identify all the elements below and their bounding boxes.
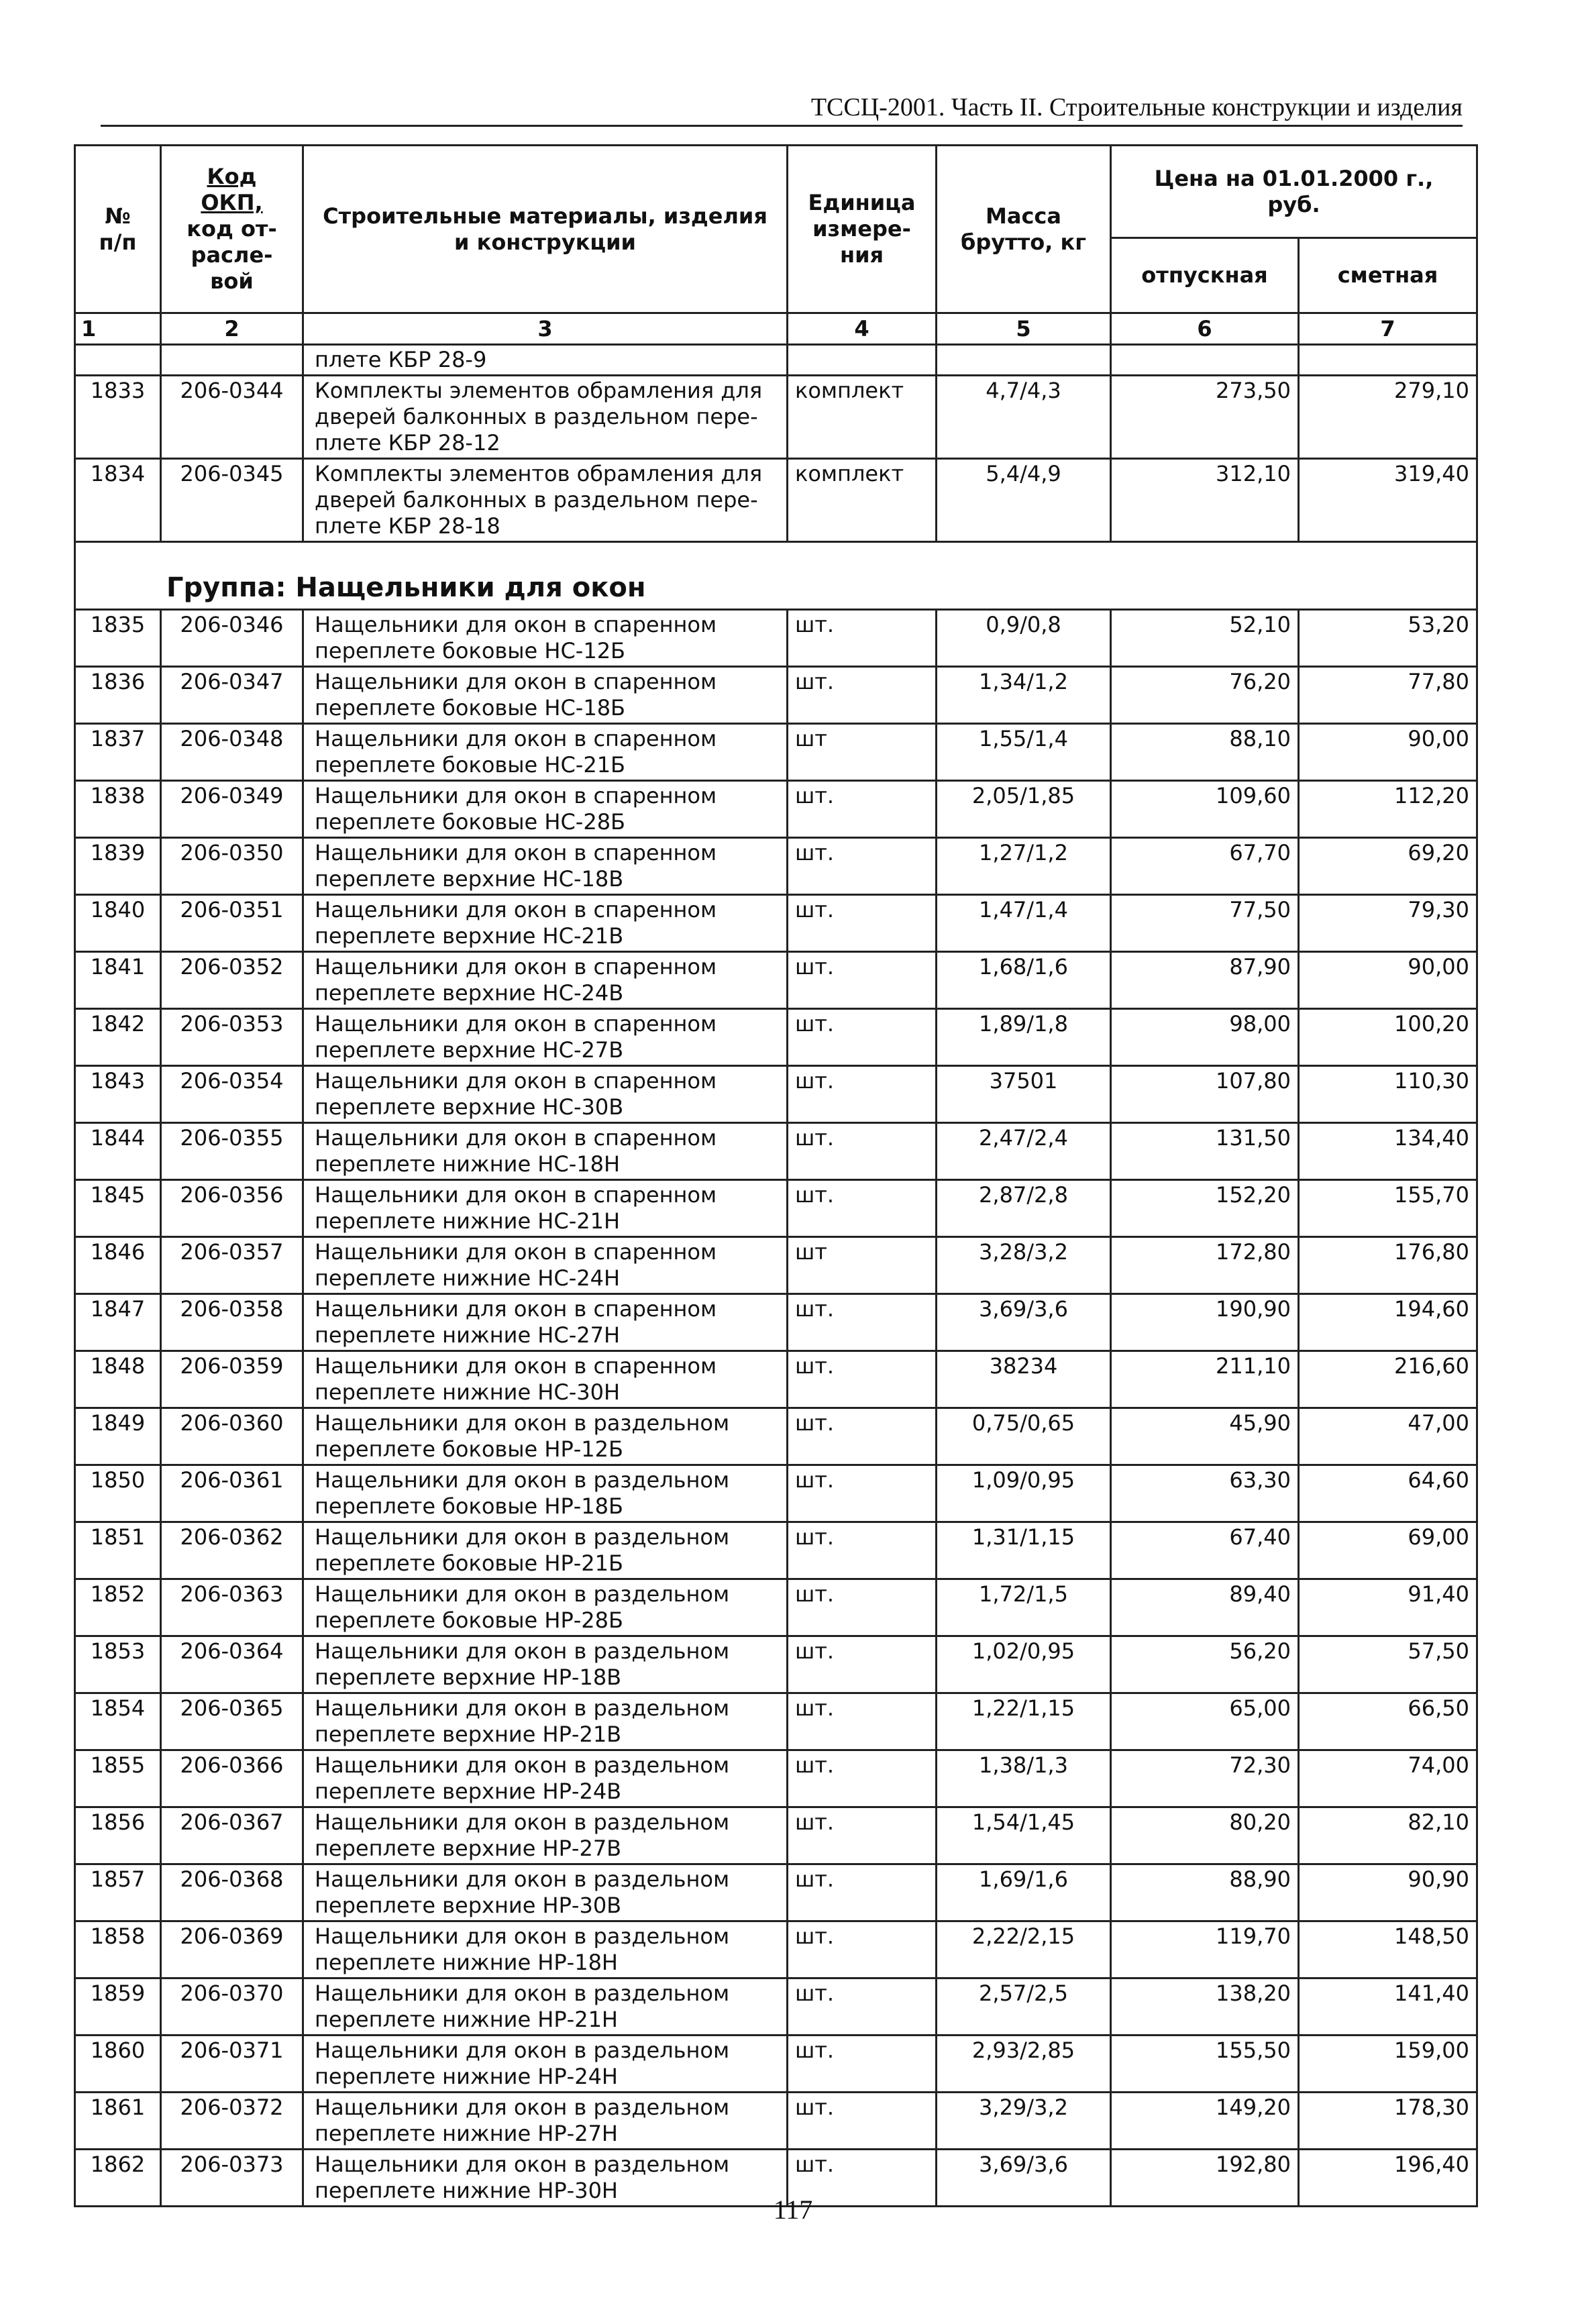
row-release-price-cell: 152,20 <box>1111 1180 1299 1237</box>
row-num-cell: 1848 <box>75 1351 161 1408</box>
row-estimate-price-cell: 110,30 <box>1299 1066 1477 1123</box>
row-mass-cell: 5,4/4,9 <box>937 459 1111 542</box>
row-release-price-cell: 77,50 <box>1111 895 1299 952</box>
row-unit-cell: шт. <box>788 1465 937 1522</box>
row-name-cell: Комплекты элементов обрамления для дверей балконных в раздельном пере- плете КБР 28-18 <box>303 459 788 542</box>
row-estimate-price-cell: 90,90 <box>1299 1864 1477 1921</box>
row-mass-cell: 1,72/1,5 <box>937 1579 1111 1636</box>
row-unit-cell: шт. <box>788 1693 937 1750</box>
table-row <box>75 952 1477 1009</box>
row-code-cell: 206-0372 <box>161 2093 303 2150</box>
page-header: ТССЦ-2001. Часть II. Строительные конструкции и изделия <box>101 93 1463 127</box>
table-row <box>75 1465 1477 1522</box>
row-unit-cell: шт. <box>788 1864 937 1921</box>
row-code-cell: 206-0347 <box>161 667 303 724</box>
row-release-price-cell: 211,10 <box>1111 1351 1299 1408</box>
row-mass-cell: 2,22/2,15 <box>937 1921 1111 1978</box>
header-code: Код ОКП, код от- расле- вой <box>161 146 303 313</box>
row-num-cell: 1840 <box>75 895 161 952</box>
row-code-cell: 206-0348 <box>161 724 303 781</box>
row-name-cell: Нащельники для окон в спаренном переплете верхние НС-21В <box>303 895 788 952</box>
row-mass-cell: 1,89/1,8 <box>937 1009 1111 1066</box>
row-code-cell <box>161 345 303 376</box>
row-mass-cell: 2,87/2,8 <box>937 1180 1111 1237</box>
row-mass-cell: 37501 <box>937 1066 1111 1123</box>
row-estimate-price-cell: 196,40 <box>1299 2150 1477 2207</box>
row-num-cell: 1846 <box>75 1237 161 1294</box>
row-num-cell: 1841 <box>75 952 161 1009</box>
table-row <box>75 376 1477 459</box>
row-release-price-cell: 88,90 <box>1111 1864 1299 1921</box>
row-name-cell: Нащельники для окон в спаренном переплете нижние НС-21Н <box>303 1180 788 1237</box>
row-name-cell: Нащельники для окон в спаренном переплете нижние НС-27Н <box>303 1294 788 1351</box>
row-release-price-cell: 138,20 <box>1111 1978 1299 2036</box>
row-code-cell: 206-0350 <box>161 838 303 895</box>
row-release-price-cell: 192,80 <box>1111 2150 1299 2207</box>
row-unit-cell: шт. <box>788 838 937 895</box>
row-estimate-price-cell: 100,20 <box>1299 1009 1477 1066</box>
row-unit-cell: шт. <box>788 2093 937 2150</box>
row-release-price-cell: 190,90 <box>1111 1294 1299 1351</box>
header-name: Строительные материалы, изделия и конструкции <box>303 146 788 313</box>
row-unit-cell: шт <box>788 724 937 781</box>
row-code-cell: 206-0370 <box>161 1978 303 2036</box>
row-code-cell: 206-0357 <box>161 1237 303 1294</box>
row-num-cell: 1860 <box>75 2036 161 2093</box>
price-table <box>74 144 1478 2207</box>
row-release-price-cell: 149,20 <box>1111 2093 1299 2150</box>
row-mass-cell: 2,47/2,4 <box>937 1123 1111 1180</box>
row-release-price-cell: 67,70 <box>1111 838 1299 895</box>
row-num-cell: 1855 <box>75 1750 161 1807</box>
header-price-release: отпускная <box>1111 238 1299 313</box>
row-mass-cell: 1,27/1,2 <box>937 838 1111 895</box>
row-unit-cell: шт. <box>788 1294 937 1351</box>
row-estimate-price-cell: 319,40 <box>1299 459 1477 542</box>
table-row <box>75 1693 1477 1750</box>
row-name-cell: Нащельники для окон в спаренном переплете боковые НС-21Б <box>303 724 788 781</box>
row-mass-cell: 1,68/1,6 <box>937 952 1111 1009</box>
row-estimate-price-cell: 112,20 <box>1299 781 1477 838</box>
row-unit-cell: шт. <box>788 1180 937 1237</box>
table-row <box>75 1978 1477 2036</box>
row-unit-cell: шт. <box>788 610 937 667</box>
row-name-cell: Нащельники для окон в спаренном переплете нижние НС-30Н <box>303 1351 788 1408</box>
row-name-cell: Нащельники для окон в раздельном переплете верхние НР-30В <box>303 1864 788 1921</box>
table-row <box>75 459 1477 542</box>
row-num-cell: 1861 <box>75 2093 161 2150</box>
row-estimate-price-cell: 194,60 <box>1299 1294 1477 1351</box>
row-estimate-price-cell: 69,20 <box>1299 838 1477 895</box>
row-mass-cell: 3,69/3,6 <box>937 2150 1111 2207</box>
row-mass-cell: 1,34/1,2 <box>937 667 1111 724</box>
row-name-cell: Нащельники для окон в раздельном переплете боковые НР-28Б <box>303 1579 788 1636</box>
row-name-cell: Нащельники для окон в раздельном переплете верхние НР-24В <box>303 1750 788 1807</box>
row-estimate-price-cell: 141,40 <box>1299 1978 1477 2036</box>
row-mass-cell: 4,7/4,3 <box>937 376 1111 459</box>
row-code-cell: 206-0368 <box>161 1864 303 1921</box>
header-num: № п/п <box>75 146 161 313</box>
row-estimate-price-cell: 178,30 <box>1299 2093 1477 2150</box>
row-release-price-cell: 80,20 <box>1111 1807 1299 1864</box>
row-name-cell: Нащельники для окон в раздельном переплете верхние НР-18В <box>303 1636 788 1693</box>
table-row <box>75 2093 1477 2150</box>
group-heading: Группа: Нащельники для окон <box>75 542 1477 610</box>
header-price-group: Цена на 01.01.2000 г., руб. <box>1111 146 1477 238</box>
row-release-price-cell <box>1111 345 1299 376</box>
row-release-price-cell: 52,10 <box>1111 610 1299 667</box>
row-estimate-price-cell: 77,80 <box>1299 667 1477 724</box>
row-unit-cell: шт. <box>788 1807 937 1864</box>
row-name-cell: Нащельники для окон в спаренном переплете верхние НС-30В <box>303 1066 788 1123</box>
column-number: 1 <box>75 313 161 345</box>
row-release-price-cell: 107,80 <box>1111 1066 1299 1123</box>
row-unit-cell: шт. <box>788 2150 937 2207</box>
row-name-cell: Нащельники для окон в раздельном переплете нижние НР-18Н <box>303 1921 788 1978</box>
row-unit-cell: шт. <box>788 781 937 838</box>
row-unit-cell <box>788 345 937 376</box>
row-mass-cell: 38234 <box>937 1351 1111 1408</box>
row-unit-cell: комплект <box>788 376 937 459</box>
row-name-cell: Нащельники для окон в спаренном переплете боковые НС-12Б <box>303 610 788 667</box>
row-num-cell: 1859 <box>75 1978 161 2036</box>
row-unit-cell: шт. <box>788 2036 937 2093</box>
row-code-cell: 206-0373 <box>161 2150 303 2207</box>
row-unit-cell: шт. <box>788 1978 937 2036</box>
header-unit: Единица измере- ния <box>788 146 937 313</box>
row-estimate-price-cell: 53,20 <box>1299 610 1477 667</box>
row-estimate-price-cell: 155,70 <box>1299 1180 1477 1237</box>
row-code-cell: 206-0365 <box>161 1693 303 1750</box>
row-code-cell: 206-0358 <box>161 1294 303 1351</box>
row-num-cell: 1836 <box>75 667 161 724</box>
row-unit-cell: шт. <box>788 1009 937 1066</box>
row-estimate-price-cell <box>1299 345 1477 376</box>
row-mass-cell: 2,05/1,85 <box>937 781 1111 838</box>
row-mass-cell: 2,57/2,5 <box>937 1978 1111 2036</box>
row-name-cell: Комплекты элементов обрамления для дверей балконных в раздельном пере- плете КБР 28-12 <box>303 376 788 459</box>
row-name-cell: Нащельники для окон в раздельном переплете боковые НР-18Б <box>303 1465 788 1522</box>
row-code-cell: 206-0353 <box>161 1009 303 1066</box>
row-estimate-price-cell: 69,00 <box>1299 1522 1477 1579</box>
row-num-cell: 1835 <box>75 610 161 667</box>
column-number-row <box>75 313 1477 345</box>
row-estimate-price-cell: 176,80 <box>1299 1237 1477 1294</box>
row-mass-cell: 1,31/1,15 <box>937 1522 1111 1579</box>
header-price-estimate: сметная <box>1299 238 1477 313</box>
row-name-cell: Нащельники для окон в спаренном переплете верхние НС-18В <box>303 838 788 895</box>
row-estimate-price-cell: 90,00 <box>1299 952 1477 1009</box>
row-code-cell: 206-0367 <box>161 1807 303 1864</box>
row-mass-cell: 1,55/1,4 <box>937 724 1111 781</box>
row-estimate-price-cell: 57,50 <box>1299 1636 1477 1693</box>
row-release-price-cell: 109,60 <box>1111 781 1299 838</box>
row-name-cell: Нащельники для окон в раздельном переплете нижние НР-30Н <box>303 2150 788 2207</box>
row-release-price-cell: 119,70 <box>1111 1921 1299 1978</box>
row-unit-cell: шт. <box>788 895 937 952</box>
row-unit-cell: шт <box>788 1237 937 1294</box>
row-mass-cell <box>937 345 1111 376</box>
row-num-cell: 1834 <box>75 459 161 542</box>
table-row <box>75 1408 1477 1465</box>
row-num-cell: 1838 <box>75 781 161 838</box>
row-unit-cell: шт. <box>788 952 937 1009</box>
row-mass-cell: 3,29/3,2 <box>937 2093 1111 2150</box>
row-code-cell: 206-0351 <box>161 895 303 952</box>
row-release-price-cell: 65,00 <box>1111 1693 1299 1750</box>
row-num-cell: 1839 <box>75 838 161 895</box>
row-code-cell: 206-0364 <box>161 1636 303 1693</box>
row-estimate-price-cell: 148,50 <box>1299 1921 1477 1978</box>
row-unit-cell: комплект <box>788 459 937 542</box>
row-release-price-cell: 89,40 <box>1111 1579 1299 1636</box>
row-num-cell: 1849 <box>75 1408 161 1465</box>
row-release-price-cell: 63,30 <box>1111 1465 1299 1522</box>
table-row <box>75 781 1477 838</box>
row-unit-cell: шт. <box>788 1066 937 1123</box>
row-mass-cell: 1,54/1,45 <box>937 1807 1111 1864</box>
row-code-cell: 206-0366 <box>161 1750 303 1807</box>
row-unit-cell: шт. <box>788 1636 937 1693</box>
column-number: 2 <box>161 313 303 345</box>
row-code-cell: 206-0356 <box>161 1180 303 1237</box>
row-mass-cell: 1,69/1,6 <box>937 1864 1111 1921</box>
row-num-cell: 1853 <box>75 1636 161 1693</box>
row-name-cell: Нащельники для окон в раздельном переплете верхние НР-27В <box>303 1807 788 1864</box>
row-name-cell: Нащельники для окон в раздельном переплете нижние НР-21Н <box>303 1978 788 2036</box>
table-row <box>75 1807 1477 1864</box>
row-code-cell: 206-0345 <box>161 459 303 542</box>
table-row <box>75 1636 1477 1693</box>
row-num-cell: 1847 <box>75 1294 161 1351</box>
row-release-price-cell: 67,40 <box>1111 1522 1299 1579</box>
row-code-cell: 206-0371 <box>161 2036 303 2093</box>
table-row <box>75 838 1477 895</box>
table-row <box>75 1294 1477 1351</box>
row-estimate-price-cell: 47,00 <box>1299 1408 1477 1465</box>
row-name-cell: Нащельники для окон в спаренном переплете нижние НС-18Н <box>303 1123 788 1180</box>
table-row <box>75 1180 1477 1237</box>
table-row <box>75 2036 1477 2093</box>
row-code-cell: 206-0346 <box>161 610 303 667</box>
row-name-cell: Нащельники для окон в спаренном переплете верхние НС-27В <box>303 1009 788 1066</box>
table-row <box>75 724 1477 781</box>
row-name-cell: Нащельники для окон в раздельном переплете боковые НР-12Б <box>303 1408 788 1465</box>
row-code-cell: 206-0362 <box>161 1522 303 1579</box>
row-estimate-price-cell: 82,10 <box>1299 1807 1477 1864</box>
row-unit-cell: шт. <box>788 1750 937 1807</box>
row-estimate-price-cell: 64,60 <box>1299 1465 1477 1522</box>
row-code-cell: 206-0363 <box>161 1579 303 1636</box>
row-num-cell: 1850 <box>75 1465 161 1522</box>
row-mass-cell: 1,47/1,4 <box>937 895 1111 952</box>
row-name-cell: плете КБР 28-9 <box>303 345 788 376</box>
column-number: 7 <box>1299 313 1477 345</box>
table-row <box>75 1864 1477 1921</box>
row-num-cell: 1852 <box>75 1579 161 1636</box>
row-unit-cell: шт. <box>788 1351 937 1408</box>
table-row <box>75 1579 1477 1636</box>
row-release-price-cell: 172,80 <box>1111 1237 1299 1294</box>
column-number: 3 <box>303 313 788 345</box>
row-unit-cell: шт. <box>788 1579 937 1636</box>
row-release-price-cell: 273,50 <box>1111 376 1299 459</box>
row-mass-cell: 3,28/3,2 <box>937 1237 1111 1294</box>
row-name-cell: Нащельники для окон в раздельном переплете нижние НР-24Н <box>303 2036 788 2093</box>
row-release-price-cell: 98,00 <box>1111 1009 1299 1066</box>
row-release-price-cell: 56,20 <box>1111 1636 1299 1693</box>
row-mass-cell: 1,02/0,95 <box>937 1636 1111 1693</box>
row-unit-cell: шт. <box>788 1921 937 1978</box>
row-release-price-cell: 155,50 <box>1111 2036 1299 2093</box>
price-table-wrapper <box>74 144 1476 2207</box>
table-row <box>75 1750 1477 1807</box>
row-mass-cell: 1,22/1,15 <box>937 1693 1111 1750</box>
row-num-cell: 1843 <box>75 1066 161 1123</box>
row-name-cell: Нащельники для окон в спаренном переплете боковые НС-28Б <box>303 781 788 838</box>
row-unit-cell: шт. <box>788 667 937 724</box>
row-mass-cell: 0,75/0,65 <box>937 1408 1111 1465</box>
row-name-cell: Нащельники для окон в спаренном переплете верхние НС-24В <box>303 952 788 1009</box>
row-code-cell: 206-0344 <box>161 376 303 459</box>
row-estimate-price-cell: 74,00 <box>1299 1750 1477 1807</box>
group-heading-row <box>75 542 1477 610</box>
table-row <box>75 1921 1477 1978</box>
table-row <box>75 1522 1477 1579</box>
row-mass-cell: 3,69/3,6 <box>937 1294 1111 1351</box>
row-num-cell: 1857 <box>75 1864 161 1921</box>
row-name-cell: Нащельники для окон в раздельном переплете верхние НР-21В <box>303 1693 788 1750</box>
row-code-cell: 206-0361 <box>161 1465 303 1522</box>
row-mass-cell: 1,38/1,3 <box>937 1750 1111 1807</box>
row-unit-cell: шт. <box>788 1522 937 1579</box>
table-row <box>75 1123 1477 1180</box>
row-num-cell: 1837 <box>75 724 161 781</box>
row-release-price-cell: 312,10 <box>1111 459 1299 542</box>
row-estimate-price-cell: 90,00 <box>1299 724 1477 781</box>
row-num-cell: 1858 <box>75 1921 161 1978</box>
table-row <box>75 1009 1477 1066</box>
row-num-cell: 1844 <box>75 1123 161 1180</box>
row-release-price-cell: 76,20 <box>1111 667 1299 724</box>
row-name-cell: Нащельники для окон в спаренном переплете боковые НС-18Б <box>303 667 788 724</box>
row-num-cell: 1862 <box>75 2150 161 2207</box>
row-estimate-price-cell: 66,50 <box>1299 1693 1477 1750</box>
row-release-price-cell: 131,50 <box>1111 1123 1299 1180</box>
row-release-price-cell: 72,30 <box>1111 1750 1299 1807</box>
row-code-cell: 206-0355 <box>161 1123 303 1180</box>
row-num-cell: 1851 <box>75 1522 161 1579</box>
row-estimate-price-cell: 279,10 <box>1299 376 1477 459</box>
row-name-cell: Нащельники для окон в раздельном переплете нижние НР-27Н <box>303 2093 788 2150</box>
row-release-price-cell: 88,10 <box>1111 724 1299 781</box>
row-num-cell: 1845 <box>75 1180 161 1237</box>
row-mass-cell: 0,9/0,8 <box>937 610 1111 667</box>
table-row <box>75 1066 1477 1123</box>
row-estimate-price-cell: 216,60 <box>1299 1351 1477 1408</box>
table-row <box>75 610 1477 667</box>
row-num-cell <box>75 345 161 376</box>
row-code-cell: 206-0354 <box>161 1066 303 1123</box>
row-num-cell: 1833 <box>75 376 161 459</box>
page-number: 117 <box>773 2195 813 2225</box>
row-unit-cell: шт. <box>788 1408 937 1465</box>
row-code-cell: 206-0359 <box>161 1351 303 1408</box>
row-estimate-price-cell: 159,00 <box>1299 2036 1477 2093</box>
table-row <box>75 1351 1477 1408</box>
row-estimate-price-cell: 134,40 <box>1299 1123 1477 1180</box>
table-row <box>75 895 1477 952</box>
column-number: 5 <box>937 313 1111 345</box>
row-estimate-price-cell: 91,40 <box>1299 1579 1477 1636</box>
row-code-cell: 206-0352 <box>161 952 303 1009</box>
table-row-continuation <box>75 345 1477 376</box>
row-code-cell: 206-0360 <box>161 1408 303 1465</box>
row-unit-cell: шт. <box>788 1123 937 1180</box>
row-num-cell: 1854 <box>75 1693 161 1750</box>
table-row <box>75 1237 1477 1294</box>
row-num-cell: 1842 <box>75 1009 161 1066</box>
column-number: 6 <box>1111 313 1299 345</box>
row-code-cell: 206-0369 <box>161 1921 303 1978</box>
header-mass: Масса брутто, кг <box>937 146 1111 313</box>
row-release-price-cell: 45,90 <box>1111 1408 1299 1465</box>
row-mass-cell: 1,09/0,95 <box>937 1465 1111 1522</box>
row-name-cell: Нащельники для окон в спаренном переплете нижние НС-24Н <box>303 1237 788 1294</box>
row-mass-cell: 2,93/2,85 <box>937 2036 1111 2093</box>
row-name-cell: Нащельники для окон в раздельном переплете боковые НР-21Б <box>303 1522 788 1579</box>
table-row <box>75 667 1477 724</box>
row-release-price-cell: 87,90 <box>1111 952 1299 1009</box>
row-estimate-price-cell: 79,30 <box>1299 895 1477 952</box>
row-code-cell: 206-0349 <box>161 781 303 838</box>
column-number: 4 <box>788 313 937 345</box>
row-num-cell: 1856 <box>75 1807 161 1864</box>
